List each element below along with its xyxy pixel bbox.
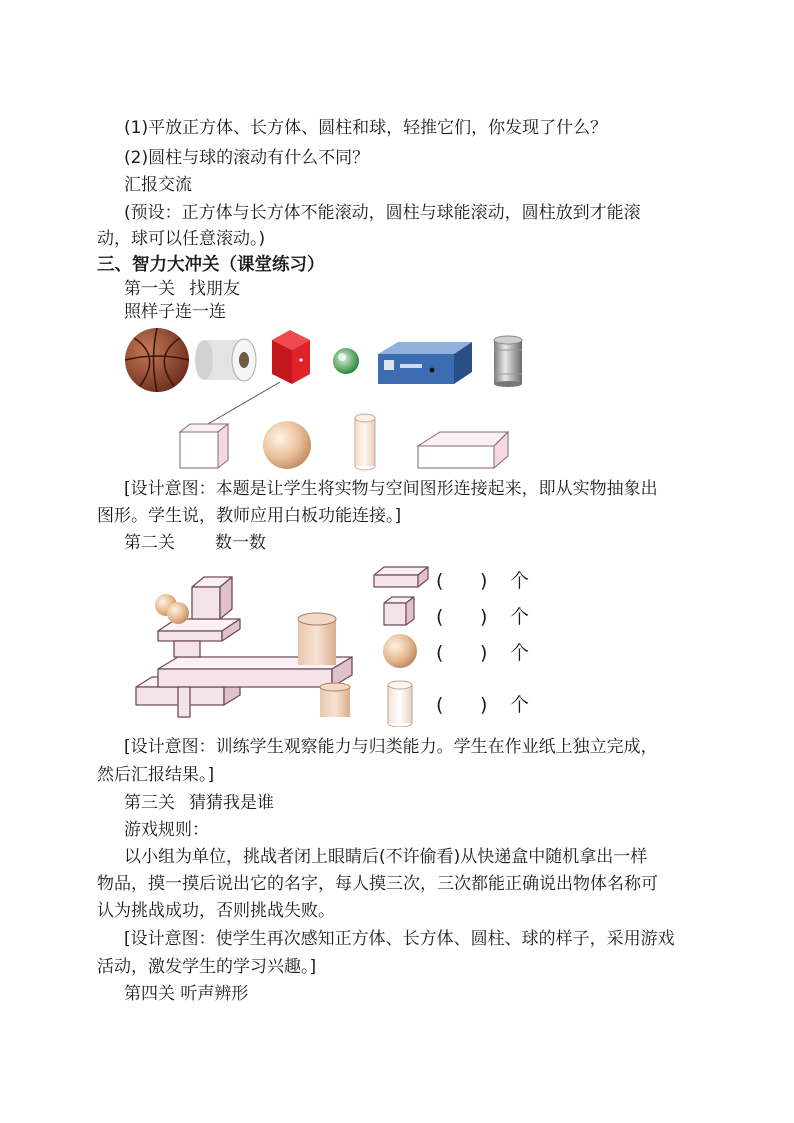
level-2-label: 第二关 — [124, 533, 175, 553]
open-paren: ( — [436, 642, 444, 664]
tin-can-icon — [494, 336, 522, 387]
report-text: 汇报交流 — [124, 175, 192, 195]
marble-icon — [333, 348, 359, 374]
close-paren: ) — [480, 606, 488, 628]
design-note-2a: [设计意图：训练学生观察能力与归类能力。学生在作业纸上独立完成， — [124, 737, 658, 757]
level-3-title — [124, 790, 734, 816]
design-note-1b: 图形。学生说，教师应用白板功能连接。] — [97, 506, 402, 526]
cube-solid-icon — [180, 424, 228, 468]
count-row-cuboid — [436, 566, 529, 593]
instruction-text: 照样子连一连 — [124, 302, 226, 322]
close-paren: ) — [480, 694, 488, 716]
design-note-2b: 然后汇报结果。] — [97, 765, 215, 785]
count-row-cube — [436, 602, 529, 629]
level-1-label: 第一关 — [124, 279, 175, 299]
unit-text: 个 — [510, 606, 530, 628]
design-note-3a: [设计意图：使学生再次感知正方体、长方体、圆柱、球的样子，采用游戏 — [124, 929, 675, 949]
open-paren: ( — [436, 606, 444, 628]
basketball-icon — [125, 328, 189, 392]
close-paren: ) — [480, 642, 488, 664]
level-2-name: 数一数 — [215, 533, 266, 553]
legend-cube-icon — [384, 597, 414, 625]
question-2: (2)圆柱与球的滚动有什么不同？ — [124, 148, 370, 168]
red-cube-icon — [272, 330, 310, 384]
design-note-3b: 活动，激发学生的学习兴趣。] — [97, 957, 317, 977]
unit-text: 个 — [510, 694, 530, 716]
question-1: (1)平放正方体、长方体、圆柱和球，轻推它们，你发现了什么？ — [124, 118, 608, 138]
section-heading: 三、智力大冲关（课堂练习） — [97, 255, 325, 275]
preset-line-1: (预设：正方体与长方体不能滚动，圆柱与球能滚动，圆柱放到才能滚 — [124, 203, 641, 223]
rules-title: 游戏规则： — [124, 820, 209, 840]
open-paren: ( — [436, 694, 444, 716]
legend-cuboid-icon — [374, 567, 428, 587]
matching-figure — [120, 326, 530, 472]
legend-sphere-icon — [383, 634, 417, 668]
cylinder-solid-icon — [355, 414, 375, 470]
paper-roll-icon — [195, 339, 256, 381]
level-3-label: 第三关 — [124, 793, 175, 813]
level-4-title: 第四关 听声辨形 — [124, 984, 249, 1004]
count-row-cylinder — [436, 690, 529, 717]
unit-text: 个 — [510, 570, 530, 592]
unit-text: 个 — [510, 642, 530, 664]
cuboid-solid-icon — [418, 432, 508, 468]
close-paren: ) — [480, 570, 488, 592]
box-file-icon — [378, 342, 472, 384]
design-note-1a: [设计意图：本题是让学生将实物与空间图形连接起来，即从实物抽象出 — [124, 479, 658, 499]
preset-line-2: 动，球可以任意滚动。) — [97, 229, 266, 249]
sphere-solid-icon — [263, 421, 311, 469]
level-3-name: 猜猜我是谁 — [189, 793, 274, 813]
count-legend-figure — [370, 563, 434, 727]
level-2-title — [124, 530, 734, 556]
rules-line-3: 认为挑战成功，否则挑战失败。 — [97, 901, 335, 921]
stacked-solids-figure — [130, 557, 362, 727]
example-connection-line — [208, 382, 280, 424]
level-1-name: 找朋友 — [189, 279, 240, 299]
count-row-sphere — [436, 638, 529, 665]
rules-line-1: 以小组为单位，挑战者闭上眼睛后(不许偷看)从快递盒中随机拿出一样 — [124, 847, 648, 867]
legend-cylinder-icon — [388, 681, 412, 727]
rules-line-2: 物品，摸一摸后说出它的名字，每人摸三次，三次都能正确说出物体名称可 — [97, 874, 658, 894]
open-paren: ( — [436, 570, 444, 592]
